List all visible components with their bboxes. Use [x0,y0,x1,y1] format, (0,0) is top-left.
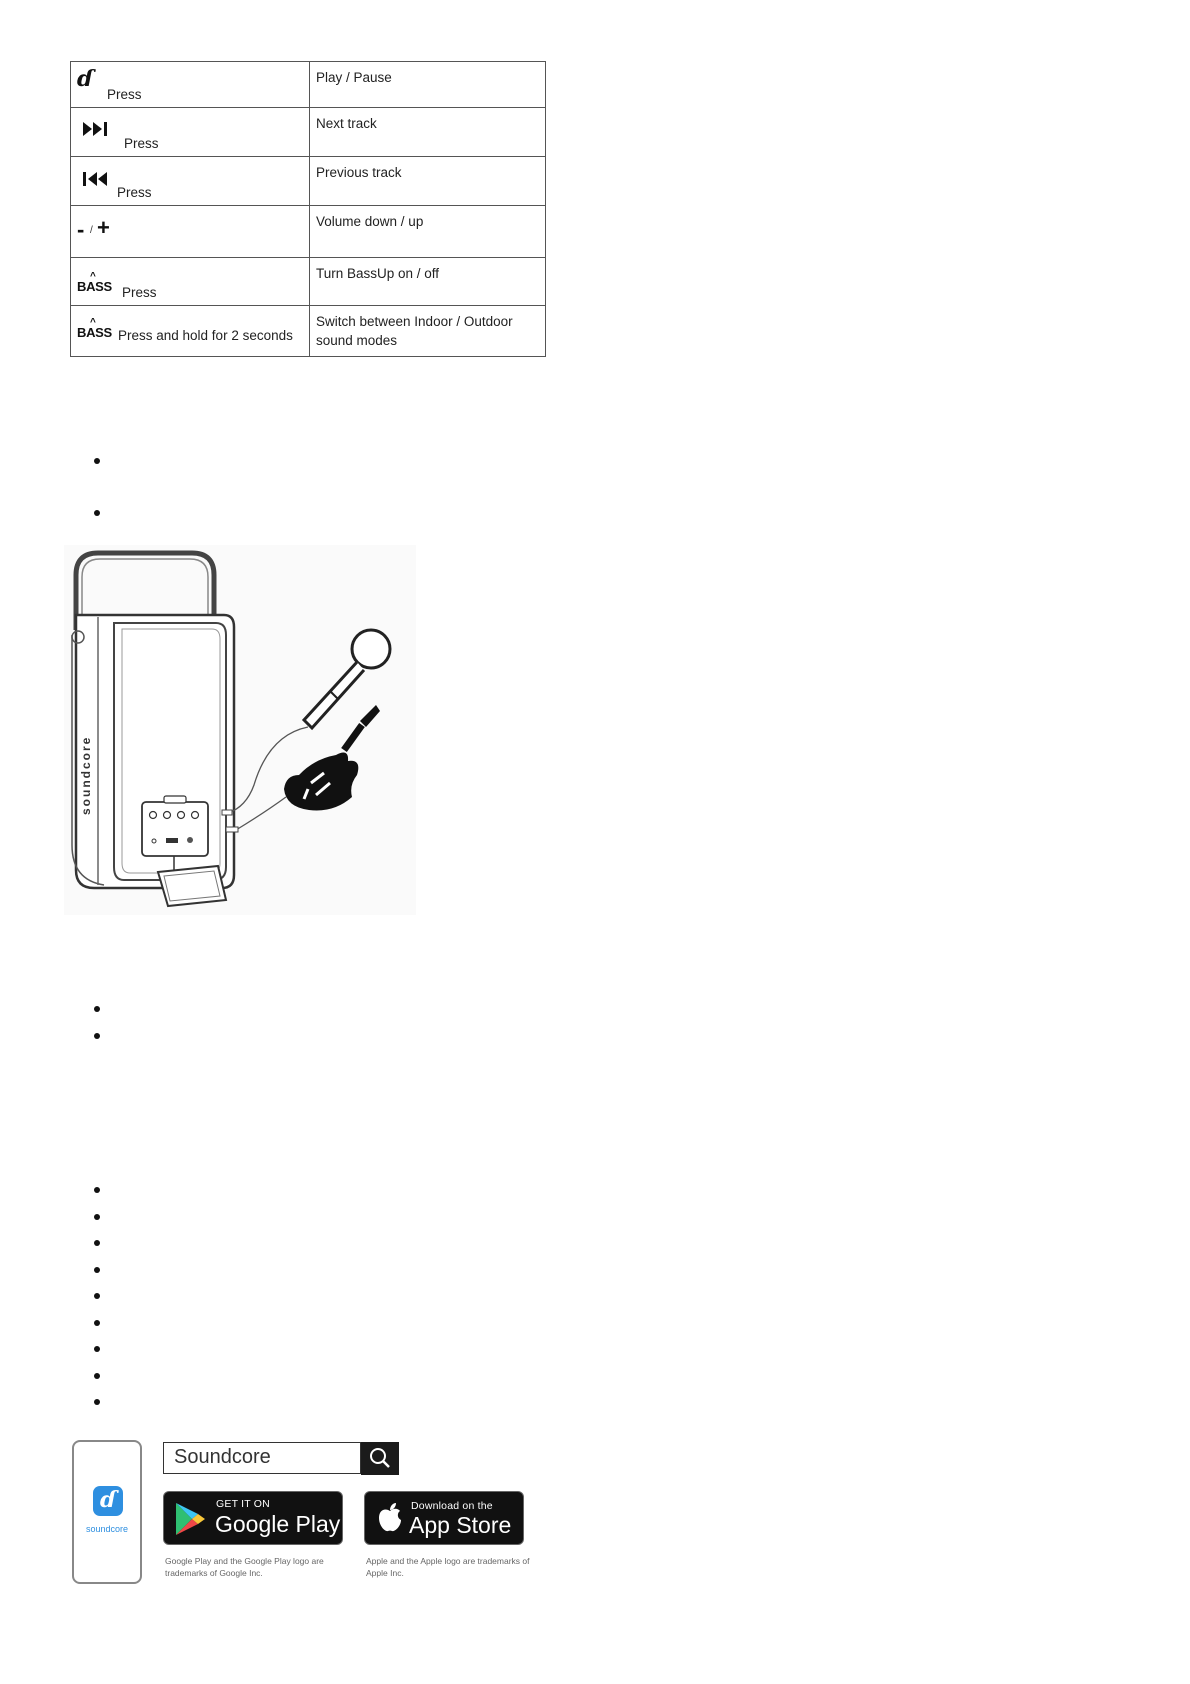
action-label: Press [122,284,157,300]
list-bullet [94,1187,100,1193]
table-row [71,62,546,108]
table-row [71,108,546,157]
bass-label: BASS [77,324,112,340]
brand-text: soundcore [79,735,93,815]
slash-glyph: / [90,225,93,237]
bass-icon: ^ BASS [77,316,112,340]
apple-small-text: Download on the [411,1500,493,1512]
google-play-badge[interactable] [163,1491,343,1545]
action-label: Press and hold for 2 seconds [118,328,293,343]
function-cell: Switch between Indoor / Outdoor sound modes [310,305,546,356]
action-label: Press [117,185,152,201]
table-row [71,257,546,305]
list-bullet [94,510,100,516]
controls-table [70,61,546,357]
previous-track-icon [83,171,111,187]
google-trademark-note: Google Play and the Google Play logo are trademarks of Google Inc. [165,1556,324,1578]
list-bullet [94,1240,100,1246]
app-store-badge[interactable] [364,1491,524,1545]
apple-icon [377,1502,403,1532]
phone-illustration [72,1440,142,1584]
table-row [71,157,546,206]
list-bullet [94,458,100,464]
search-box [163,1442,361,1474]
soundcore-app-icon: ɗ [93,1486,123,1516]
plus-icon: + [97,215,110,241]
list-bullet [94,1373,100,1379]
bass-icon: ^ BASS [77,270,112,294]
search-button [361,1442,399,1475]
function-cell: Play / Pause [310,62,546,108]
app-name: soundcore [85,1524,129,1534]
speaker-aux-illustration [64,545,416,915]
apple-trademark-note: Apple and the Apple logo are trademarks of Apple Inc. [366,1556,530,1578]
power-music-icon: ɗ [77,66,94,92]
table-row [71,206,546,257]
list-bullet [94,1293,100,1299]
app-download-section [66,1432,546,1592]
next-track-icon [83,121,111,137]
minus-icon: - [77,217,85,243]
search-icon [361,1442,399,1475]
apple-big-text: App Store [409,1512,512,1538]
list-bullet [94,1346,100,1352]
action-label: Press [107,87,142,103]
bass-label: BASS [77,278,112,294]
control-cell [71,206,310,257]
google-play-icon [174,1502,206,1536]
volume-minus-plus-icon [71,206,309,256]
control-cell [71,257,310,305]
list-bullet [94,1214,100,1220]
google-big-text: Google Play [215,1511,341,1537]
function-cell: Next track [310,108,546,157]
list-bullet [94,1267,100,1273]
function-cell: Turn BassUp on / off [310,257,546,305]
control-cell [71,108,310,157]
control-cell [71,305,310,356]
google-small-text: GET IT ON [216,1498,270,1510]
list-bullet [94,1399,100,1405]
function-cell: Previous track [310,157,546,206]
list-bullet [94,1320,100,1326]
list-bullet [94,1006,100,1012]
action-label: Press [124,136,159,152]
table-row [71,305,546,356]
search-text: Soundcore [174,1446,271,1468]
function-cell: Volume down / up [310,206,546,257]
list-bullet [94,1033,100,1039]
control-cell [71,62,310,108]
control-cell [71,157,310,206]
